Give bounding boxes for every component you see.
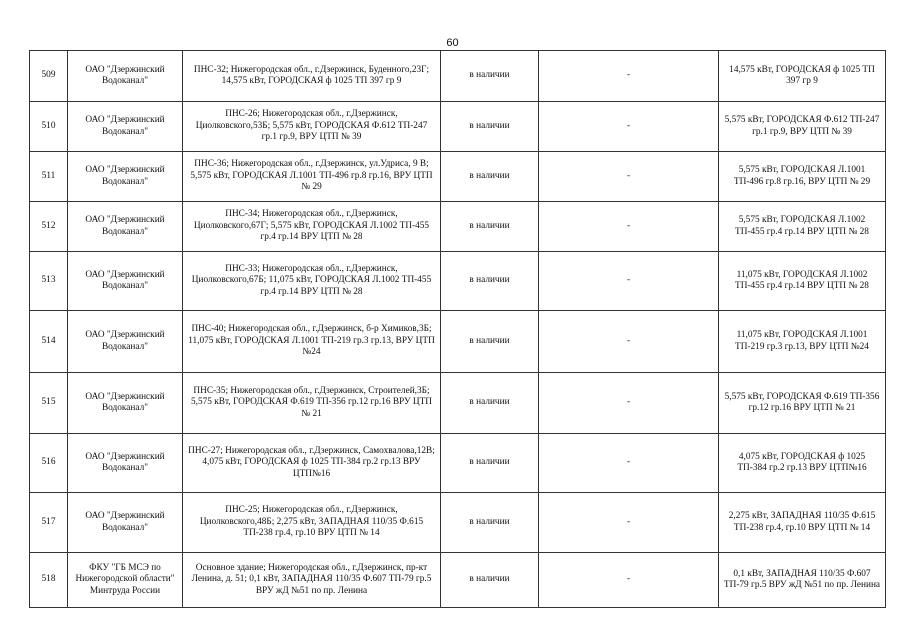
dash-cell: - xyxy=(539,102,719,152)
table-row xyxy=(30,493,886,553)
object-description-cell: ПНС-34; Нижегородская обл., г.Дзержинск, Циолковского,67Г; 5,575 кВт, ГОРОДСКАЯ Л.1002 ТП-455 гр.4 гр.14 ВРУ ЦТП № 28 xyxy=(183,202,441,252)
dash-cell: - xyxy=(539,493,719,553)
table-row xyxy=(30,373,886,434)
table-row xyxy=(30,311,886,373)
power-cell: 14,575 кВт, ГОРОДСКАЯ ф 1025 ТП 397 гр 9 xyxy=(719,51,886,102)
organization-cell: ОАО "Дзержинский Водоканал" xyxy=(68,152,183,202)
status-cell: в наличии xyxy=(441,373,539,434)
status-cell: в наличии xyxy=(441,202,539,252)
table-row xyxy=(30,202,886,252)
object-description-cell: ПНС-35; Нижегородская обл., г.Дзержинск, Строителей,3Б; 5,575 кВт, ГОРОДСКАЯ Ф.619 ТП-356 гр.12 гр.16 ВРУ ЦТП № 21 xyxy=(183,373,441,434)
object-description-cell: ПНС-26; Нижегородская обл., г.Дзержинск, Циолковского,53Б; 5,575 кВт, ГОРОДСКАЯ Ф.612 ТП-247 гр.1 гр.9, ВРУ ЦТП № 39 xyxy=(183,102,441,152)
object-description-cell: ПНС-27; Нижегородская обл., г.Дзержинск, Самохвалова,12В; 4,075 кВт, ГОРОДСКАЯ ф 1025 ТП-384 гр.2 гр.13 ВРУ ЦТП№16 xyxy=(183,434,441,493)
table-row xyxy=(30,51,886,102)
organization-cell: ОАО "Дзержинский Водоканал" xyxy=(68,252,183,311)
status-cell: в наличии xyxy=(441,493,539,553)
row-number: 518 xyxy=(30,553,68,608)
status-cell: в наличии xyxy=(441,51,539,102)
power-cell: 0,1 кВт, ЗАПАДНАЯ 110/35 Ф.607 ТП-79 гр.5 ВРУ жД №51 по пр. Ленина xyxy=(719,553,886,608)
table-row xyxy=(30,252,886,311)
power-cell: 11,075 кВт, ГОРОДСКАЯ Л.1002 ТП-455 гр.4 гр.14 ВРУ ЦТП № 28 xyxy=(719,252,886,311)
dash-cell: - xyxy=(539,373,719,434)
table-row xyxy=(30,152,886,202)
status-cell: в наличии xyxy=(441,434,539,493)
row-number: 517 xyxy=(30,493,68,553)
page-number: 60 xyxy=(446,37,459,49)
status-cell: в наличии xyxy=(441,252,539,311)
status-cell: в наличии xyxy=(441,152,539,202)
row-number: 513 xyxy=(30,252,68,311)
table-row xyxy=(30,434,886,493)
row-number: 516 xyxy=(30,434,68,493)
organization-cell: ОАО "Дзержинский Водоканал" xyxy=(68,493,183,553)
dash-cell: - xyxy=(539,51,719,102)
object-description-cell: ПНС-25; Нижегородская обл., г.Дзержинск, Циолковского,48Б; 2,275 кВт, ЗАПАДНАЯ 110/35 Ф.615 ТП-238 гр.4, гр.10 ВРУ ЦТП № 14 xyxy=(183,493,441,553)
status-cell: в наличии xyxy=(441,311,539,373)
status-cell: в наличии xyxy=(441,553,539,608)
power-cell: 5,575 кВт, ГОРОДСКАЯ Л.1002 ТП-455 гр.4 гр.14 ВРУ ЦТП № 28 xyxy=(719,202,886,252)
row-number: 512 xyxy=(30,202,68,252)
dash-cell: - xyxy=(539,553,719,608)
data-table xyxy=(29,50,886,608)
power-cell: 5,575 кВт, ГОРОДСКАЯ Ф.612 ТП-247 гр.1 гр.9, ВРУ ЦТП № 39 xyxy=(719,102,886,152)
organization-cell: ОАО "Дзержинский Водоканал" xyxy=(68,51,183,102)
table-row xyxy=(30,553,886,608)
table-row xyxy=(30,102,886,152)
object-description-cell: Основное здание; Нижегородская обл., г.Дзержинск, пр-кт Ленина, д. 51; 0,1 кВт, ЗАПАДНАЯ 110/35 Ф.607 ТП-79 гр.5 ВРУ жД №51 по пр. Ленина xyxy=(183,553,441,608)
dash-cell: - xyxy=(539,434,719,493)
power-cell: 5,575 кВт, ГОРОДСКАЯ Ф.619 ТП-356 гр.12 гр.16 ВРУ ЦТП № 21 xyxy=(719,373,886,434)
row-number: 509 xyxy=(30,51,68,102)
row-number: 514 xyxy=(30,311,68,373)
object-description-cell: ПНС-33; Нижегородская обл., г.Дзержинск, Циолковского,67Б; 11,075 кВт, ГОРОДСКАЯ Л.1002 ТП-455 гр.4 гр.14 ВРУ ЦТП № 28 xyxy=(183,252,441,311)
organization-cell: ОАО "Дзержинский Водоканал" xyxy=(68,202,183,252)
power-cell: 2,275 кВт, ЗАПАДНАЯ 110/35 Ф.615 ТП-238 гр.4, гр.10 ВРУ ЦТП № 14 xyxy=(719,493,886,553)
dash-cell: - xyxy=(539,202,719,252)
dash-cell: - xyxy=(539,311,719,373)
power-cell: 5,575 кВт, ГОРОДСКАЯ Л.1001 ТП-496 гр.8 гр.16, ВРУ ЦТП № 29 xyxy=(719,152,886,202)
dash-cell: - xyxy=(539,152,719,202)
power-cell: 4,075 кВт, ГОРОДСКАЯ ф 1025 ТП-384 гр.2 гр.13 ВРУ ЦТП№16 xyxy=(719,434,886,493)
organization-cell: ОАО "Дзержинский Водоканал" xyxy=(68,373,183,434)
organization-cell: ОАО "Дзержинский Водоканал" xyxy=(68,102,183,152)
organization-cell: ОАО "Дзержинский Водоканал" xyxy=(68,311,183,373)
object-description-cell: ПНС-32; Нижегородская обл., г.Дзержинск, Буденного,23Г; 14,575 кВт, ГОРОДСКАЯ ф 1025 ТП 397 гр 9 xyxy=(183,51,441,102)
organization-cell: ФКУ "ГБ МСЭ по Нижегородской области" Минтруда России xyxy=(68,553,183,608)
organization-cell: ОАО "Дзержинский Водоканал" xyxy=(68,434,183,493)
row-number: 510 xyxy=(30,102,68,152)
row-number: 515 xyxy=(30,373,68,434)
power-cell: 11,075 кВт, ГОРОДСКАЯ Л.1001 ТП-219 гр.3 гр.13, ВРУ ЦТП №24 xyxy=(719,311,886,373)
dash-cell: - xyxy=(539,252,719,311)
object-description-cell: ПНС-36; Нижегородская обл., г.Дзержинск, ул.Удриса, 9 В; 5,575 кВт, ГОРОДСКАЯ Л.1001 ТП-496 гр.8 гр.16, ВРУ ЦТП № 29 xyxy=(183,152,441,202)
row-number: 511 xyxy=(30,152,68,202)
object-description-cell: ПНС-40; Нижегородская обл., г.Дзержинск, б-р Химиков,3Б; 11,075 кВт, ГОРОДСКАЯ Л.1001 ТП-219 гр.3 гр.13, ВРУ ЦТП №24 xyxy=(183,311,441,373)
status-cell: в наличии xyxy=(441,102,539,152)
